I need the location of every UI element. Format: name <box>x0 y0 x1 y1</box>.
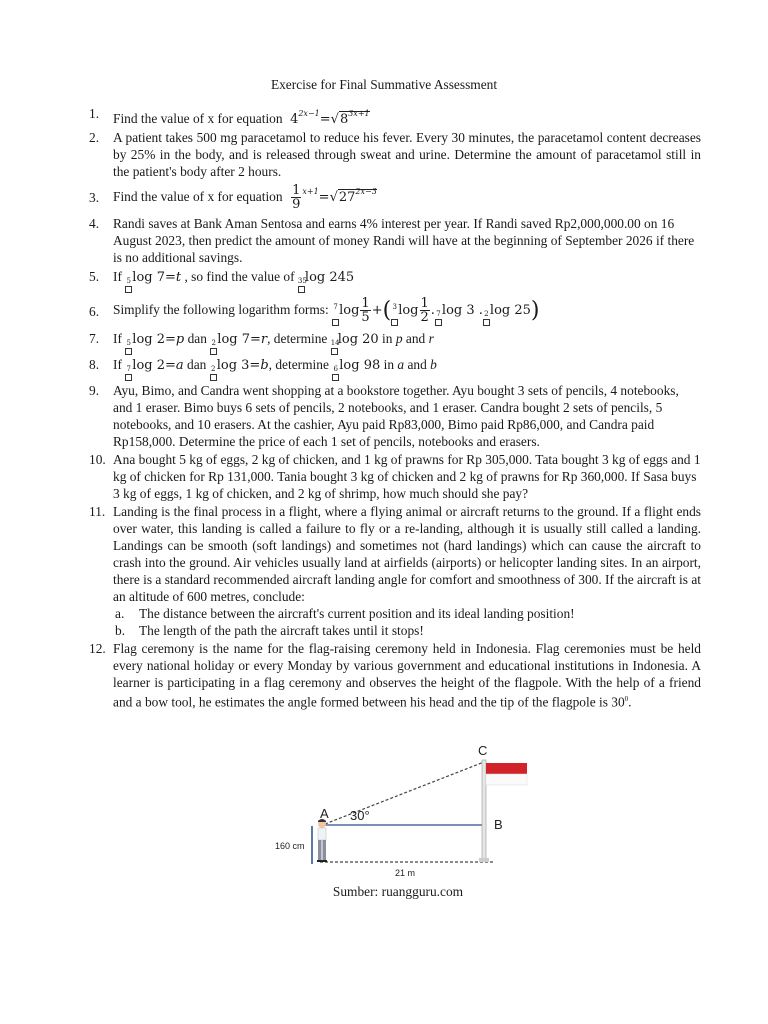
question-10: 10. Ana bought 5 kg of eggs, 2 kg of chicken, and 1 kg of prawns for Rp 305,000. Tata bought 3 kg of eggs and 1 kg of chicken for Rp 131,000. Tania bought 3 kg of chicken and 2 kg of prawns for Rp 360,000. If Sasa buys 3 kg of eggs, 1 kg of chicken, and 2 kg of shrimp, how much should she pay? <box>89 452 701 501</box>
question-1: 1. Find the value of x for equation $4^{2x-1}=√8^{3x+1}$ <box>89 106 370 127</box>
question-9: 9. Ayu, Bimo, and Candra went shopping at a bookstore together. Ayu bought 3 sets of pencils, 4 notebooks, and 1 eraser. Bimo buys 6 sets of pencils, 2 notebooks, and 1 eraser. Candra bought 2 sets of pencils, 5 notebooks, and 10 erasers. At the cashier, Ayu paid Rp83,000, Bimo paid Rp86,000, and Candra paid Rp158,000. Determine the price of each 1 set of pencils, notebooks and erasers. <box>89 383 679 449</box>
flag-red-band <box>486 763 527 774</box>
equation: 35 log 245 <box>298 270 354 285</box>
question-text: Randi saves at Bank Aman Sentosa and earns 4% interest per year. If Randi saved Rp2,000,000.00 on 16 August 2023, then predict the amount of money Randi will have at the beginning of September 2026 if there is no additional savings. <box>113 216 695 265</box>
svg-text:C: C <box>478 743 488 758</box>
equation: 7 log $\frac{1}{5}$ +(3 log $\frac{1}{2}$ .7 log 3 .2 log 25) <box>333 296 540 325</box>
figure-caption: Sumber: ruangguru.com <box>332 884 464 899</box>
sub-question-list <box>113 605 701 639</box>
question-text: Find the value of x for equation <box>113 111 283 126</box>
question-text: Find the value of x for equation <box>113 189 283 204</box>
flag-white-band <box>486 774 527 785</box>
question-5: 5. If 5 log 7=t , so find the value of 35 log 245 <box>89 268 701 293</box>
question-text: Ana bought 5 kg of eggs, 2 kg of chicken, and 1 kg of prawns for Rp 305,000. Tata bought 3 kg of eggs and 1 kg of chicken for Rp 131,000. Tania bought 3 kg of chicken and 2 kg of prawns for Rp 360,000. If Sasa buys 3 kg of eggs, 1 kg of chicken, and 2 kg of shrimp, how much should she pay? <box>113 452 701 501</box>
question-12: 12. Flag ceremony is the name for the flag-raising ceremony held in Indonesia. Flag ceremonies must be held every national holiday or every Monday by various government and educational institutions in Indonesia. A learner is participating in a flag ceremony and observes the height of the flagpole. With the help of a friend and a bow tool, he estimates the angle formed between his head and the tip of the flagpole is $30^0$. <box>89 641 701 710</box>
question-text: Landing is the final process in a flight, where a flying animal or aircraft returns to the ground. If a flight ends over water, this landing is called a failure to fly or a re-landing, although it is usually still called a landing. Landings can be smooth (soft landings) and sometimes not (hard landings) which can cause the aircraft to crash into the ground. Air vehicles usually land at airfields (airports) or helicopter landing sites. In an airport, there is a standard recommended aircraft landing angle for comfort and smoothness of 300. If the aircraft is at an altitude of 600 metres, conclude: <box>113 504 701 604</box>
svg-text:A: A <box>320 806 329 821</box>
question-text: A patient takes 500 mg paracetamol to reduce his fever. Every 30 minutes, the paracetamol content decreases by 25% in the body, and is released through sweat and urine. Determine the amount of paracetamol still in the patient's body after 2 hours. <box>113 130 701 179</box>
question-7: 7. If 5 log 2=p dan 2 log 7=r, determine 14 log 20 in p and r <box>89 330 701 355</box>
question-3: 3. Find the value of x for equation $\frac{1}{9}$ $^{x+1}=√27^{2x-3}$ <box>89 183 377 212</box>
question-text: Ayu, Bimo, and Candra went shopping at a bookstore together. Ayu bought 3 sets of pencils, 4 notebooks, and 1 eraser. Bimo buys 6 sets of pencils, 2 notebooks, and 1 eraser. Candra bought 2 sets of pencils, 5 notebooks, and 10 erasers. At the cashier, Ayu paid Rp83,000, Bimo paid Rp86,000, and Candra paid Rp158,000. Determine the price of each 1 set of pencils, notebooks and erasers. <box>113 383 679 449</box>
svg-text:B: B <box>494 817 503 832</box>
equation: 5 log 7=t <box>125 270 181 285</box>
question-list <box>89 105 701 711</box>
flagpole-figure <box>270 740 540 880</box>
svg-text:21 m: 21 m <box>395 868 416 878</box>
page-title: Exercise for Final Summative Assessment <box>270 77 498 92</box>
question-8: 8. If 7 log 2=a dan 2 log 3=b, determine 6 log 98 in a and b <box>89 356 701 381</box>
question-6: 6. Simplify the following logarithm forms: 7 log $\frac{1}{5}$ +(3 log $\frac{1}{2}$ .7 log 3 .2 log 25) <box>89 296 540 325</box>
person-icon <box>317 819 327 862</box>
sub-question-a: a. The distance between the aircraft's current position and its ideal landing position! <box>115 606 575 621</box>
question-text: Flag ceremony is the name for the flag-raising ceremony held in Indonesia. Flag ceremonies must be held every national holiday or every Monday by various government and educational institutions in Indonesia. A learner is participating in a flag ceremony and observes the height of the flagpole. With the help of a friend and a bow tool, he estimates the angle formed between his head and the tip of the flagpole is 30 <box>113 641 701 710</box>
flagpole-diagram <box>270 740 540 880</box>
question-text: Simplify the following logarithm forms: <box>113 302 329 317</box>
svg-text:160 cm: 160 cm <box>275 841 305 851</box>
equation: $4^{2x-1}=√8^{3x+1}$ <box>285 109 370 127</box>
svg-text:30°: 30° <box>350 808 370 823</box>
question-4: 4. Randi saves at Bank Aman Sentosa and earns 4% interest per year. If Randi saved Rp2,000,000.00 on 16 August 2023, then predict the amount of money Randi will have at the beginning of September 2026 if there is no additional savings. <box>89 216 695 265</box>
equation: $\frac{1}{9}$ $^{x+1}=√27^{2x-3}$ <box>292 183 377 212</box>
question-2: 2. A patient takes 500 mg paracetamol to reduce his fever. Every 30 minutes, the paracetamol content decreases by 25% in the body, and is released through sweat and urine. Determine the amount of paracetamol still in the patient's body after 2 hours. <box>89 130 701 179</box>
sub-question-b: b. The length of the path the aircraft takes until it stops! <box>115 623 424 638</box>
question-11: 11. Landing is the final process in a flight, where a flying animal or aircraft returns to the ground. If a flight ends over water, this landing is called a failure to fly or a re-landing, although it is usually still called a landing. Landings can be smooth (soft landings) and sometimes not (hard landings) which can cause the aircraft to crash into the ground. Air vehicles usually land at airfields (airports) or helicopter landing sites. In an airport, there is a standard recommended aircraft landing angle for comfort and smoothness of 300. If the aircraft is at an altitude of 600 metres, conclude: a. The distance between the aircraft's current position and its ideal landing position! b. The length of the path the aircraft takes until it stops! <box>89 504 701 638</box>
